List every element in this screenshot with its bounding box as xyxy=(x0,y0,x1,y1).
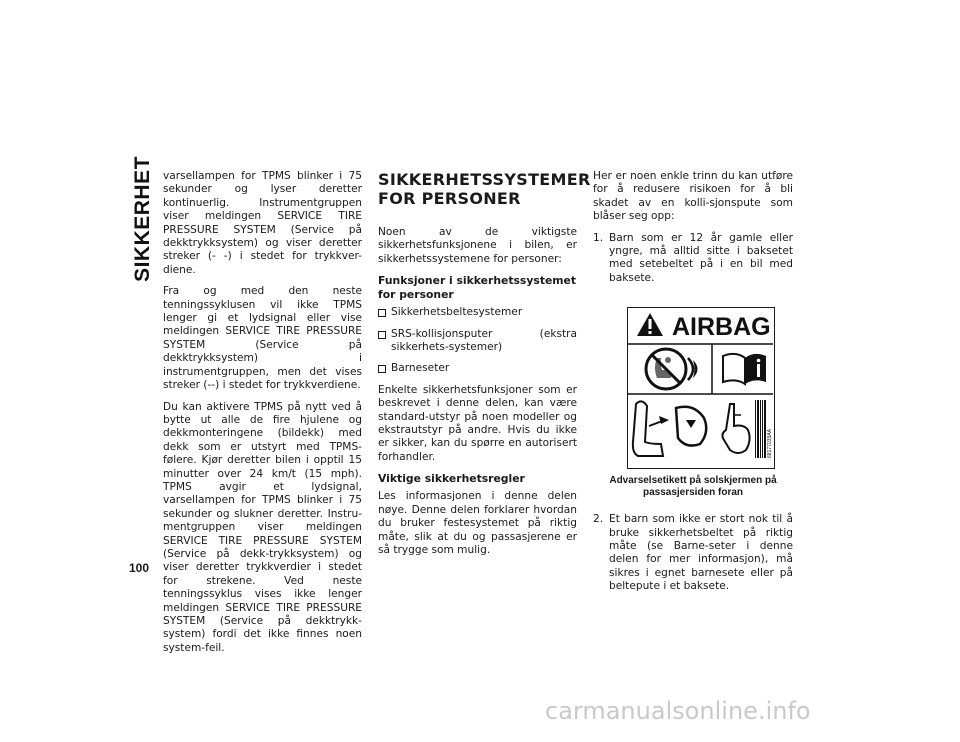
airbag-warning-label xyxy=(627,307,775,469)
checkbox-bullet-icon xyxy=(378,331,386,339)
manual-info-icon xyxy=(723,354,766,384)
paragraph-tpms-2: Fra og med den neste tenningssyklusen vil ikke TPMS lenger gi et lydsignal eller vise meldingen SERVICE TIRE PRESSURE SYSTEM (Service på dekktrykksystem) i instrumentgruppen, men det vises streker (--) i stedet for trykkverdiene. xyxy=(163,285,362,392)
section-heading xyxy=(378,170,591,208)
paragraph-tpms-1: varsellampen for TPMS blinker i 75 sekunder og lyser deretter kontinuerlig. Instrumentgruppen viser meldingen SERVICE TIRE PRESSURE SYSTEM (Service på dekktrykksystem) og viser deretter streker (- -) i stedet for trykkver-diene. xyxy=(163,170,362,276)
intro-paragraph: Noen av de viktigste sikkerhetsfunksjonene i bilen, er sikkerhetssystemene for personer: xyxy=(378,226,577,265)
bullet-item: SRS-kollisjonsputer (ekstra sikkerhets-systemer) xyxy=(378,328,577,355)
page-number: 100 xyxy=(129,561,150,575)
watermark: carmanualsonline.info xyxy=(545,697,811,725)
column-middle xyxy=(378,170,591,565)
subheading-functions: Funksjoner i sikkerhetssystemet for personer xyxy=(378,274,577,302)
figure-caption: Advarselsetikett på solskjermen på passasjersiden foran xyxy=(609,475,777,499)
section-heading-line1: SIKKERHETSSYSTEMER xyxy=(378,170,591,189)
finger-warning-icon xyxy=(722,404,749,453)
airbag-label-text: AIRBAG xyxy=(672,313,771,342)
bullet-item: Barneseter xyxy=(378,362,577,375)
paragraph-equipment: Enkelte sikkerhetsfunksjoner som er beskrevet i denne delen, kan være standard-utstyr på noen modeller og ekstrautstyr på andre. Hvis du ikke er sikker, kan du spørre en autorisert forhandler. xyxy=(378,383,577,463)
checkbox-bullet-icon xyxy=(378,365,386,373)
section-heading-line2: FOR PERSONER xyxy=(378,189,521,208)
checkbox-bullet-icon xyxy=(378,309,386,317)
section-tab xyxy=(128,156,158,282)
barcode-text: 68177039AA xyxy=(767,429,773,459)
paragraph-tpms-3: Du kan aktivere TPMS på nytt ved å bytte ut alle de fire hjulene og dekkmonteringene (bildekk) med dekk som er utstyrt med TPMS-følere. Kjør deretter bilen i opptil 15 minutter over 24 km/t (15 mph). TPMS avgir et lydsignal, varsellampen for TPMS blinker i 75 sekunder og slukner deretter. Instru-mentgruppen viser meldingen SERVICE TIRE PRESSURE SYSTEM (Service på dekk-trykksystem) og viser deretter trykkverdier i stedet for strekene. Ved neste tenningssyklus vises ikke lenger meldingen SERVICE TIRE PRESSURE SYSTEM (Service på dekktrykk-system) fordi det ikke finnes noen system-feil. xyxy=(163,400,362,654)
column-right xyxy=(593,170,793,602)
paragraph-rules: Les informasjonen i denne delen nøye. Denne delen forklarer hvordan du bruker festesystemet på riktig måte, slik at du og passasjerene er så trygge som mulig. xyxy=(378,490,577,556)
barcode-icon xyxy=(755,400,766,458)
subheading-rules: Viktige sikkerhetsregler xyxy=(378,472,525,486)
bullet-item: Sikkerhetsbeltesystemer xyxy=(378,306,577,319)
intro-steps: Her er noen enkle trinn du kan utføre for å redusere risikoen for å bli skadet av en kolli-sjonspute som blåser seg opp: xyxy=(593,170,793,223)
numbered-item: 2. Et barn som ikke er stort nok til å bruke sikkerhetsbeltet på riktig måte (se Barne-seter i denne delen for mer informasjon), må sikres i egnet barnesete eller på beltepute i et baksete. xyxy=(593,513,793,593)
warning-triangle-icon xyxy=(637,313,663,336)
no-child-seat-icon xyxy=(646,349,698,389)
section-tab-label: SIKKERHET xyxy=(131,156,155,282)
numbered-item: 1. Barn som er 12 år gamle eller yngre, må alltid sitte i baksetet med setebeltet på i en bil med baksete. xyxy=(593,231,793,284)
column-left xyxy=(163,170,362,663)
seat-airbag-icon xyxy=(633,402,706,457)
